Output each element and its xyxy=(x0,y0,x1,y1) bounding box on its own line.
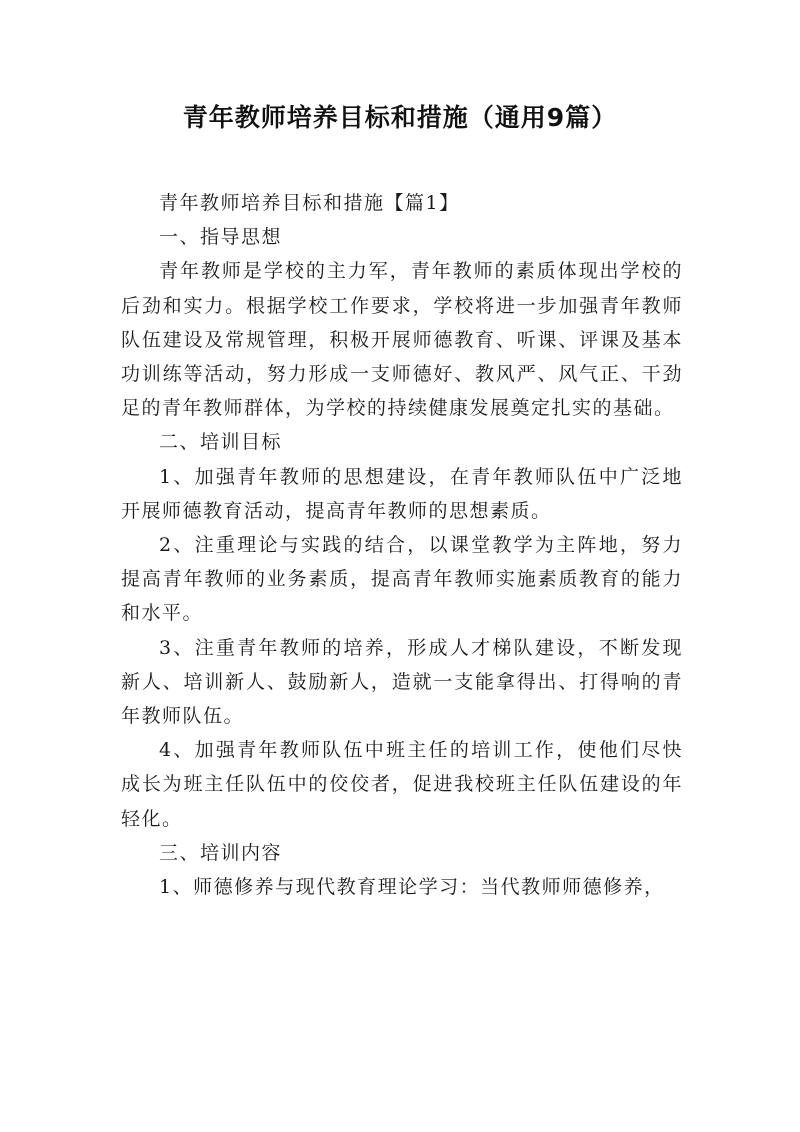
heading-training-content: 三、培训内容 xyxy=(159,841,283,864)
paragraph-goal-4: 4、加强青年教师队伍中班主任的培训工作，使他们尽快成长为班主任队伍中的佼佼者，促进我校班主任队伍建设的年轻化。 xyxy=(121,739,683,830)
paragraph-goal-2: 2、注重理论与实践的结合，以课堂教学为主阵地，努力提高青年教师的业务素质，提高青年教师实施素质教育的能力和水平。 xyxy=(121,534,683,625)
heading-training-goals: 二、培训目标 xyxy=(159,431,283,454)
document-body xyxy=(121,186,683,904)
paragraph-guiding-ideology: 青年教师是学校的主力军，青年教师的素质体现出学校的后劲和实力。根据学校工作要求，学校将进一步加强青年教师队伍建设及常规管理，积极开展师德教育、听课、评课及基本功训练等活动，努力形成一支师德好、教风严、风气正、干劲足的青年教师群体，为学校的持续健康发展奠定扎实的基础。 xyxy=(121,260,683,420)
section-heading-part1: 青年教师培养目标和措施【篇1】 xyxy=(159,192,460,214)
heading-guiding-ideology: 一、指导思想 xyxy=(159,226,283,249)
paragraph-goal-3: 3、注重青年教师的培养，形成人才梯队建设，不断发现新人、培训新人、鼓励新人，造就一支能拿得出、打得响的青年教师队伍。 xyxy=(121,636,683,728)
paragraph-goal-1: 1、加强青年教师的思想建设，在青年教师队伍中广泛地开展师德教育活动，提高青年教师的思想素质。 xyxy=(121,465,683,522)
document-title: 青年教师培养目标和措施（通用9篇） xyxy=(182,103,618,132)
paragraph-content-1: 1、师德修养与现代教育理论学习：当代教师师德修养， xyxy=(159,876,665,899)
